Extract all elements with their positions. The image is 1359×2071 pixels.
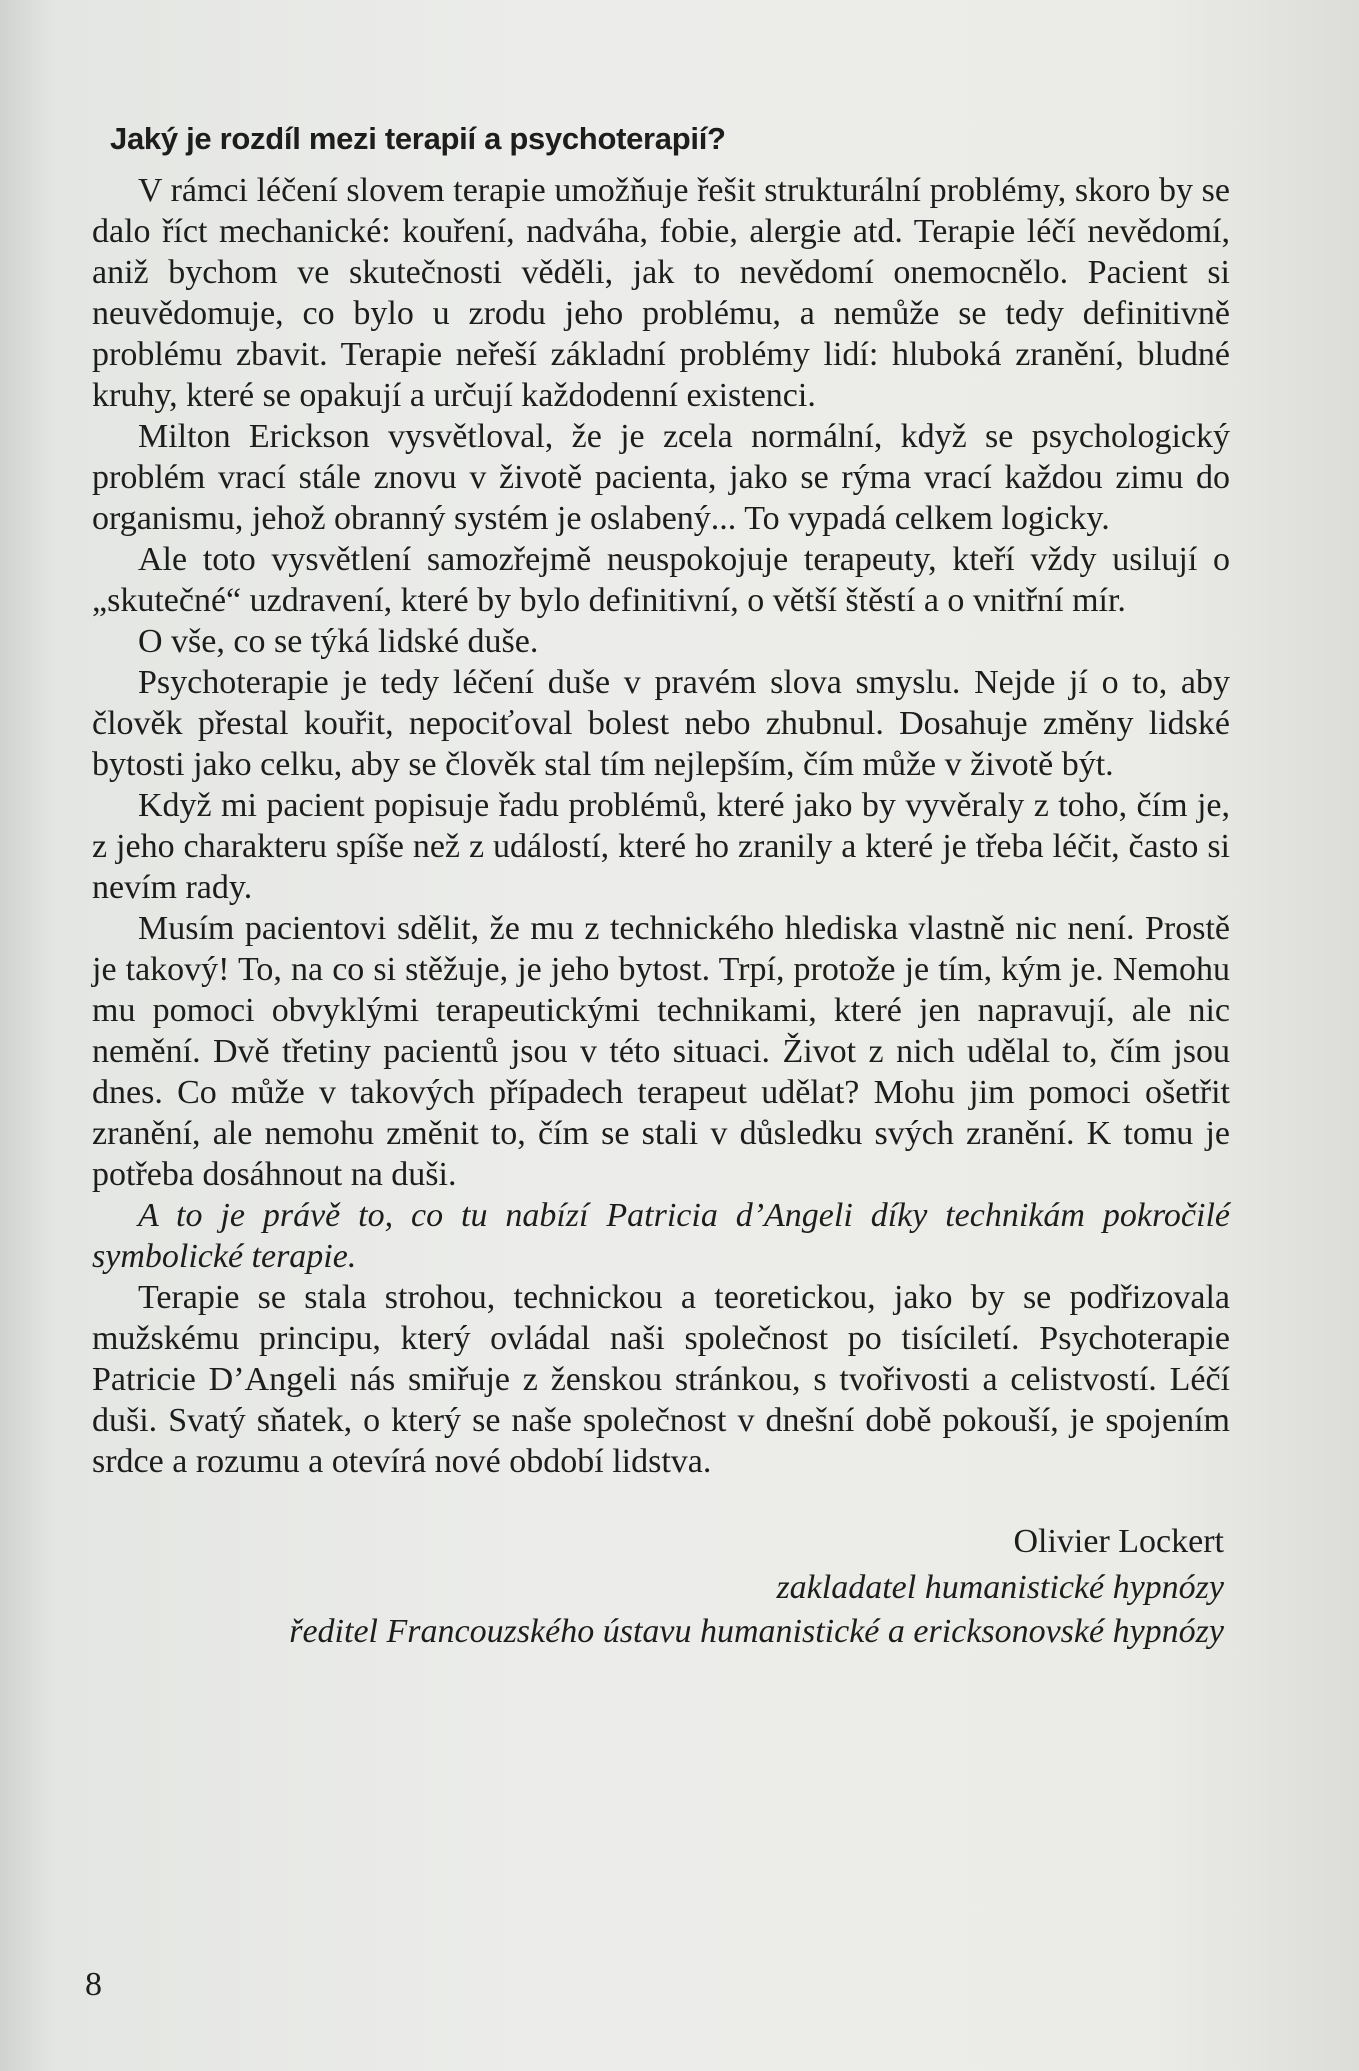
- author-role-2: ředitel Francouzského ústavu humanistické a ericksonovské hypnózy: [289, 1613, 1224, 1650]
- paragraph-3: Ale toto vysvětlení samozřejmě neuspokojuje terapeuty, kteří vždy usilují o „skutečné“ uzdravení, které by bylo definitivní, o větší štěstí a o vnitřní mír.: [92, 541, 1230, 619]
- paragraph-1: V rámci léčení slovem terapie umožňuje řešit strukturální problémy, skoro by se dalo říct mechanické: kouření, nadváha, fobie, alergie atd. Terapie léčí nevědomí, aniž bychom ve skutečnosti věděli, jak to nevědomí onemocnělo. Pacient si neuvědomuje, co bylo u zrodu jeho problému, a nemůže se tedy definitivně problému zbavit. Terapie neřeší základní problémy lidí: hluboká zranění, bludné kruhy, které se opakují a určují každodenní existenci.: [92, 172, 1230, 414]
- author-role-1: zakladatel humanistické hypnózy: [776, 1569, 1224, 1606]
- page-number: 8: [85, 1966, 102, 2003]
- author-name: Olivier Lockert: [1013, 1523, 1224, 1560]
- signature-block: [92, 1518, 1230, 1654]
- page-content: [92, 118, 1230, 1654]
- paragraph-8-italic: A to je právě to, co tu nabízí Patricia d’Angeli díky technikám pokročilé symbolické terapie.: [92, 1197, 1230, 1275]
- paragraph-6: Když mi pacient popisuje řadu problémů, které jako by vyvěraly z toho, čím je, z jeho charakteru spíše než z událostí, které ho zranily a které je třeba léčit, často si nevím rady.: [92, 787, 1230, 906]
- paragraph-4: O vše, co se týká lidské duše.: [138, 623, 539, 660]
- section-heading: Jaký je rozdíl mezi terapií a psychoterapií?: [110, 121, 726, 156]
- body-text: [92, 170, 1230, 1482]
- paragraph-2: Milton Erickson vysvětloval, že je zcela normální, když se psychologický problém vrací stále znovu v životě pacienta, jako se rýma vrací každou zimu do organismu, jehož obranný systém je oslabený... To vypadá celkem logicky.: [92, 418, 1230, 537]
- paragraph-7: Musím pacientovi sdělit, že mu z technického hlediska vlastně nic není. Prostě je takový! To, na co si stěžuje, je jeho bytost. Trpí, protože je tím, kým je. Nemohu mu pomoci obvyklými terapeutickými technikami, které jen napravují, ale nic nemění. Dvě třetiny pacientů jsou v této situaci. Život z nich udělal to, čím jsou dnes. Co může v takových případech terapeut udělat? Mohu jim pomoci ošetřit zranění, ale nemohu změnit to, čím se stali v důsledku svých zranění. K tomu je potřeba dosáhnout na duši.: [92, 910, 1230, 1193]
- paragraph-9: Terapie se stala strohou, technickou a teoretickou, jako by se podřizovala mužskému principu, který ovládal naši společnost po tisíciletí. Psychoterapie Patricie D’Angeli nás smiřuje z ženskou stránkou, s tvořivosti a celistvostí. Léčí duši. Svatý sňatek, o který se naše společnost v dnešní době pokouší, je spojením srdce a rozumu a otevírá nové období lidstva.: [92, 1279, 1230, 1480]
- paragraph-5: Psychoterapie je tedy léčení duše v pravém slova smyslu. Nejde jí o to, aby člověk přestal kouřit, nepociťoval bolest nebo zhubnul. Dosahuje změny lidské bytosti jako celku, aby se člověk stal tím nejlepším, čím může v životě být.: [92, 664, 1230, 783]
